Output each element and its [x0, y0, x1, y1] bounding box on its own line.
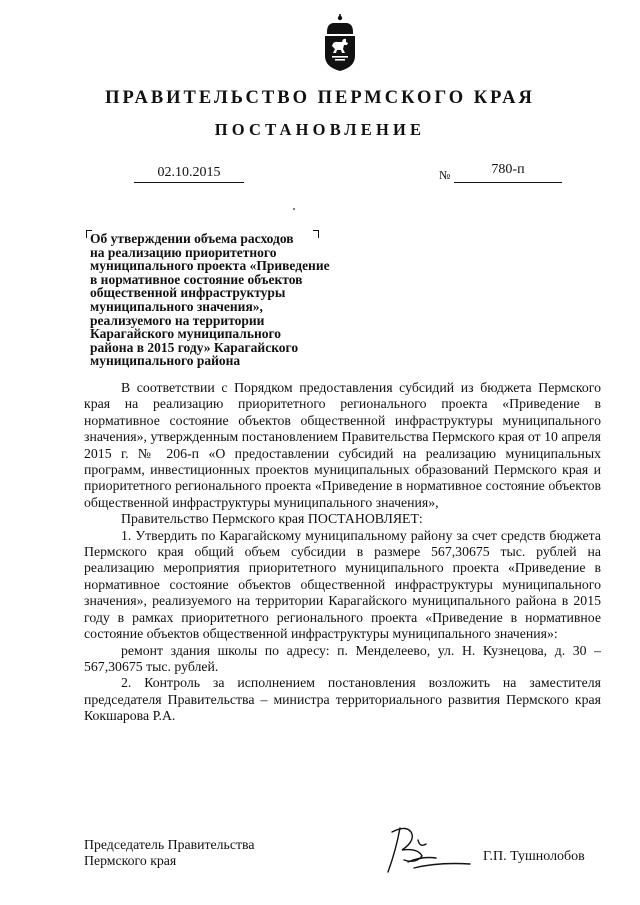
resolution-body: [84, 380, 601, 725]
document-type: ПОСТАНОВЛЕНИЕ: [214, 120, 426, 139]
number-underline: [454, 182, 562, 183]
item-2-paragraph: 2. Контроль за исполнением постановления возложить на заместителя председателя Правительства – министра территориального развития Пермского края Кокшарова Р.А.: [84, 675, 601, 724]
signer-name: Г.П. Тушнолобов: [483, 849, 585, 864]
handwritten-signature: [378, 820, 488, 876]
signer-title-line: Председатель Правительства: [84, 837, 255, 852]
scan-speck: [293, 208, 295, 210]
date-underline: [134, 182, 244, 183]
title-line: муниципального района: [90, 353, 241, 369]
document-date: 02.10.2015: [157, 165, 221, 180]
title-line: муниципального проекта «Приведение: [90, 258, 330, 274]
title-line: Карагайского муниципального: [90, 326, 282, 342]
title-line: муниципального значения»,: [90, 298, 263, 314]
title-line: реализуемого на территории: [90, 312, 265, 328]
item-1-detail-paragraph: ремонт здания школы по адресу: п. Менделеево, ул. Н. Кузнецова, д. 30 – 567,30675 тыс. рублей.: [84, 642, 601, 674]
document-number: 780-п: [491, 162, 525, 177]
title-line: в нормативное состояние объектов: [90, 271, 303, 287]
number-sign: №: [439, 168, 451, 182]
perm-krai-coat-of-arms-icon: [319, 12, 361, 72]
title-line: общественной инфраструктуры: [90, 285, 286, 301]
title-line: на реализацию приоритетного: [90, 244, 277, 260]
government-title: ПРАВИТЕЛЬСТВО ПЕРМСКОГО КРАЯ: [105, 88, 535, 108]
preamble-paragraph: В соответствии с Порядком предоставления субсидий из бюджета Пермского края на реализацию приоритетного регионального проекта «Приведение в нормативное состояние объектов общественной инфраструктуры муниципального значения», утвержденным постановлением Правительства Пермского края от 10 апреля 2015 г. № 206-п «О предоставлении субсидий на реализацию муниципальных программ, инвестиционных проектов муниципальных образований Пермского края и приоритетного регионального проекта «Приведение в нормативное состояние объектов общественной инфраструктуры муниципального значения»,: [84, 380, 601, 510]
item-1-paragraph: 1. Утвердить по Карагайскому муниципальному району за счет средств бюджета Пермского края общий объем субсидии в размере 567,30675 тыс. рублей на реализацию мероприятия приоритетного муниципального проекта «Приведение в нормативное состояние объектов общественной инфраструктуры муниципального значения», реализуемого на территории Карагайского муниципального района в 2015 году в рамках приоритетного регионального проекта «Приведение в нормативное состояние объектов общественной инфраструктуры муниципального значения»:: [84, 527, 601, 642]
signer-title-line: Пермского края: [84, 852, 177, 868]
resolves-paragraph: Правительство Пермского края ПОСТАНОВЛЯЕТ:: [121, 511, 423, 527]
title-line: района в 2015 году» Карагайского: [90, 339, 299, 355]
title-line: Об утверждении объема расходов: [90, 231, 294, 246]
resolution-title: [90, 232, 360, 368]
signer-title: [84, 837, 254, 868]
